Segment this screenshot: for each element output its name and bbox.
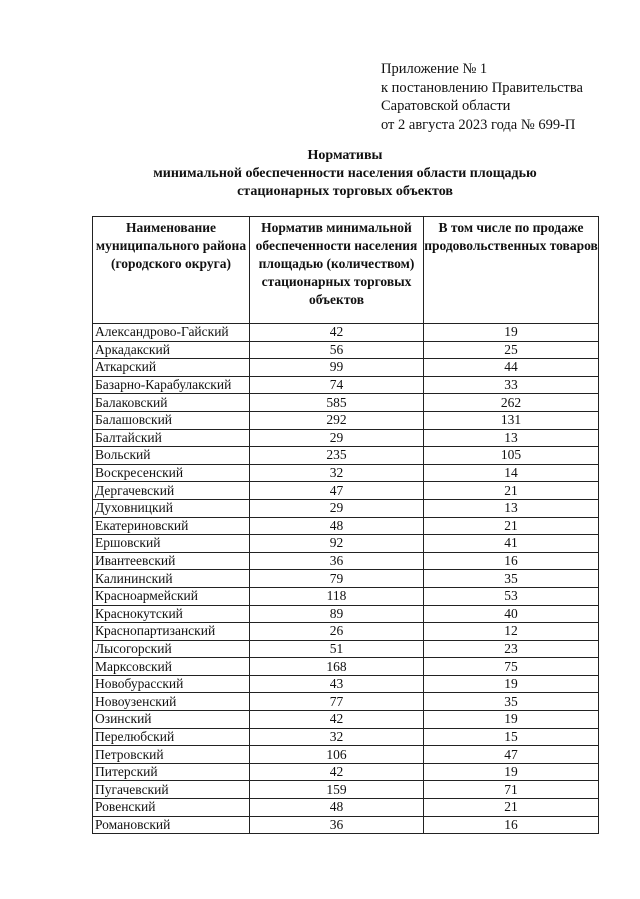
food-norm-value: 44	[424, 359, 599, 377]
document-title	[90, 147, 600, 201]
table-body	[93, 324, 599, 834]
district-name: Балашовский	[93, 411, 250, 429]
district-name: Ершовский	[93, 535, 250, 553]
table-row	[93, 605, 599, 623]
food-norm-value: 14	[424, 464, 599, 482]
total-norm-value: 29	[250, 499, 424, 517]
total-norm-value: 32	[250, 728, 424, 746]
food-norm-value: 105	[424, 447, 599, 465]
total-norm-value: 79	[250, 570, 424, 588]
title-line: стационарных торговых объектов	[237, 184, 453, 199]
total-norm-value: 36	[250, 552, 424, 570]
total-norm-value: 47	[250, 482, 424, 500]
appendix-header	[381, 60, 583, 134]
table-row	[93, 570, 599, 588]
food-norm-value: 23	[424, 640, 599, 658]
table-row	[93, 816, 599, 834]
food-norm-value: 25	[424, 341, 599, 359]
total-norm-value: 235	[250, 447, 424, 465]
total-norm-value: 106	[250, 746, 424, 764]
district-name: Озинский	[93, 711, 250, 729]
total-norm-value: 29	[250, 429, 424, 447]
district-name: Марксовский	[93, 658, 250, 676]
table-row	[93, 763, 599, 781]
food-norm-value: 131	[424, 411, 599, 429]
table-row	[93, 341, 599, 359]
district-name: Аткарский	[93, 359, 250, 377]
food-norm-value: 35	[424, 570, 599, 588]
title-line: Нормативы	[307, 148, 383, 163]
table-row	[93, 728, 599, 746]
food-norm-value: 21	[424, 482, 599, 500]
district-name: Пугачевский	[93, 781, 250, 799]
food-norm-value: 16	[424, 816, 599, 834]
total-norm-value: 77	[250, 693, 424, 711]
food-norm-value: 13	[424, 499, 599, 517]
food-norm-value: 15	[424, 728, 599, 746]
total-norm-value: 51	[250, 640, 424, 658]
table-row	[93, 447, 599, 465]
total-norm-value: 36	[250, 816, 424, 834]
table-header-row	[93, 217, 599, 324]
food-norm-value: 16	[424, 552, 599, 570]
food-norm-value: 19	[424, 763, 599, 781]
food-norm-value: 19	[424, 711, 599, 729]
total-norm-value: 292	[250, 411, 424, 429]
table-row	[93, 429, 599, 447]
district-name: Александрово-Гайский	[93, 324, 250, 342]
table-row	[93, 464, 599, 482]
district-name: Романовский	[93, 816, 250, 834]
table-row	[93, 711, 599, 729]
food-norm-value: 13	[424, 429, 599, 447]
title-line: минимальной обеспеченности населения области площадью	[153, 166, 537, 181]
district-name: Базарно-Карабулакский	[93, 376, 250, 394]
food-norm-value: 262	[424, 394, 599, 412]
table-row	[93, 394, 599, 412]
food-norm-value: 33	[424, 376, 599, 394]
district-name: Новобурасский	[93, 675, 250, 693]
table-row	[93, 781, 599, 799]
table-row	[93, 587, 599, 605]
food-norm-value: 71	[424, 781, 599, 799]
table-row	[93, 535, 599, 553]
header-food-norm: В том числе по продаже продовольственных товаров	[424, 217, 599, 324]
food-norm-value: 47	[424, 746, 599, 764]
table-row	[93, 517, 599, 535]
table-row	[93, 658, 599, 676]
district-name: Балаковский	[93, 394, 250, 412]
table-row	[93, 552, 599, 570]
total-norm-value: 118	[250, 587, 424, 605]
total-norm-value: 43	[250, 675, 424, 693]
district-name: Лысогорский	[93, 640, 250, 658]
table-row	[93, 640, 599, 658]
table-row	[93, 359, 599, 377]
district-name: Вольский	[93, 447, 250, 465]
total-norm-value: 26	[250, 623, 424, 641]
district-name: Духовницкий	[93, 499, 250, 517]
total-norm-value: 168	[250, 658, 424, 676]
district-name: Екатериновский	[93, 517, 250, 535]
food-norm-value: 19	[424, 324, 599, 342]
table-row	[93, 623, 599, 641]
total-norm-value: 48	[250, 799, 424, 817]
district-name: Дергачевский	[93, 482, 250, 500]
district-name: Балтайский	[93, 429, 250, 447]
total-norm-value: 42	[250, 763, 424, 781]
district-name: Ивантеевский	[93, 552, 250, 570]
total-norm-value: 48	[250, 517, 424, 535]
total-norm-value: 99	[250, 359, 424, 377]
table-row	[93, 693, 599, 711]
district-name: Ровенский	[93, 799, 250, 817]
total-norm-value: 56	[250, 341, 424, 359]
food-norm-value: 21	[424, 799, 599, 817]
table-row	[93, 799, 599, 817]
header-total-norm: Норматив минимальной обеспеченности населения площадью (количеством) стационарных торговых объектов	[250, 217, 424, 324]
total-norm-value: 42	[250, 711, 424, 729]
appendix-line: от 2 августа 2023 года № 699-П	[381, 116, 576, 133]
food-norm-value: 19	[424, 675, 599, 693]
table-row	[93, 324, 599, 342]
district-name: Новоузенский	[93, 693, 250, 711]
total-norm-value: 42	[250, 324, 424, 342]
food-norm-value: 40	[424, 605, 599, 623]
table-row	[93, 499, 599, 517]
district-name: Красноармейский	[93, 587, 250, 605]
food-norm-value: 53	[424, 587, 599, 605]
food-norm-value: 41	[424, 535, 599, 553]
table-row	[93, 376, 599, 394]
table-row	[93, 482, 599, 500]
food-norm-value: 12	[424, 623, 599, 641]
food-norm-value: 35	[424, 693, 599, 711]
district-name: Питерский	[93, 763, 250, 781]
district-name: Краснокутский	[93, 605, 250, 623]
food-norm-value: 21	[424, 517, 599, 535]
total-norm-value: 159	[250, 781, 424, 799]
total-norm-value: 74	[250, 376, 424, 394]
district-name: Перелюбский	[93, 728, 250, 746]
appendix-line: Саратовской области	[381, 98, 511, 114]
table-row	[93, 675, 599, 693]
header-district: Наименование муниципального района (городского округа)	[93, 217, 250, 324]
norms-table	[92, 216, 599, 834]
total-norm-value: 585	[250, 394, 424, 412]
appendix-line: Приложение № 1	[381, 61, 488, 77]
food-norm-value: 75	[424, 658, 599, 676]
total-norm-value: 92	[250, 535, 424, 553]
total-norm-value: 32	[250, 464, 424, 482]
district-name: Калининский	[93, 570, 250, 588]
total-norm-value: 89	[250, 605, 424, 623]
district-name: Аркадакский	[93, 341, 250, 359]
appendix-line: к постановлению Правительства	[381, 79, 583, 96]
district-name: Краснопартизанский	[93, 623, 250, 641]
district-name: Воскресенский	[93, 464, 250, 482]
table-row	[93, 411, 599, 429]
district-name: Петровский	[93, 746, 250, 764]
table-row	[93, 746, 599, 764]
